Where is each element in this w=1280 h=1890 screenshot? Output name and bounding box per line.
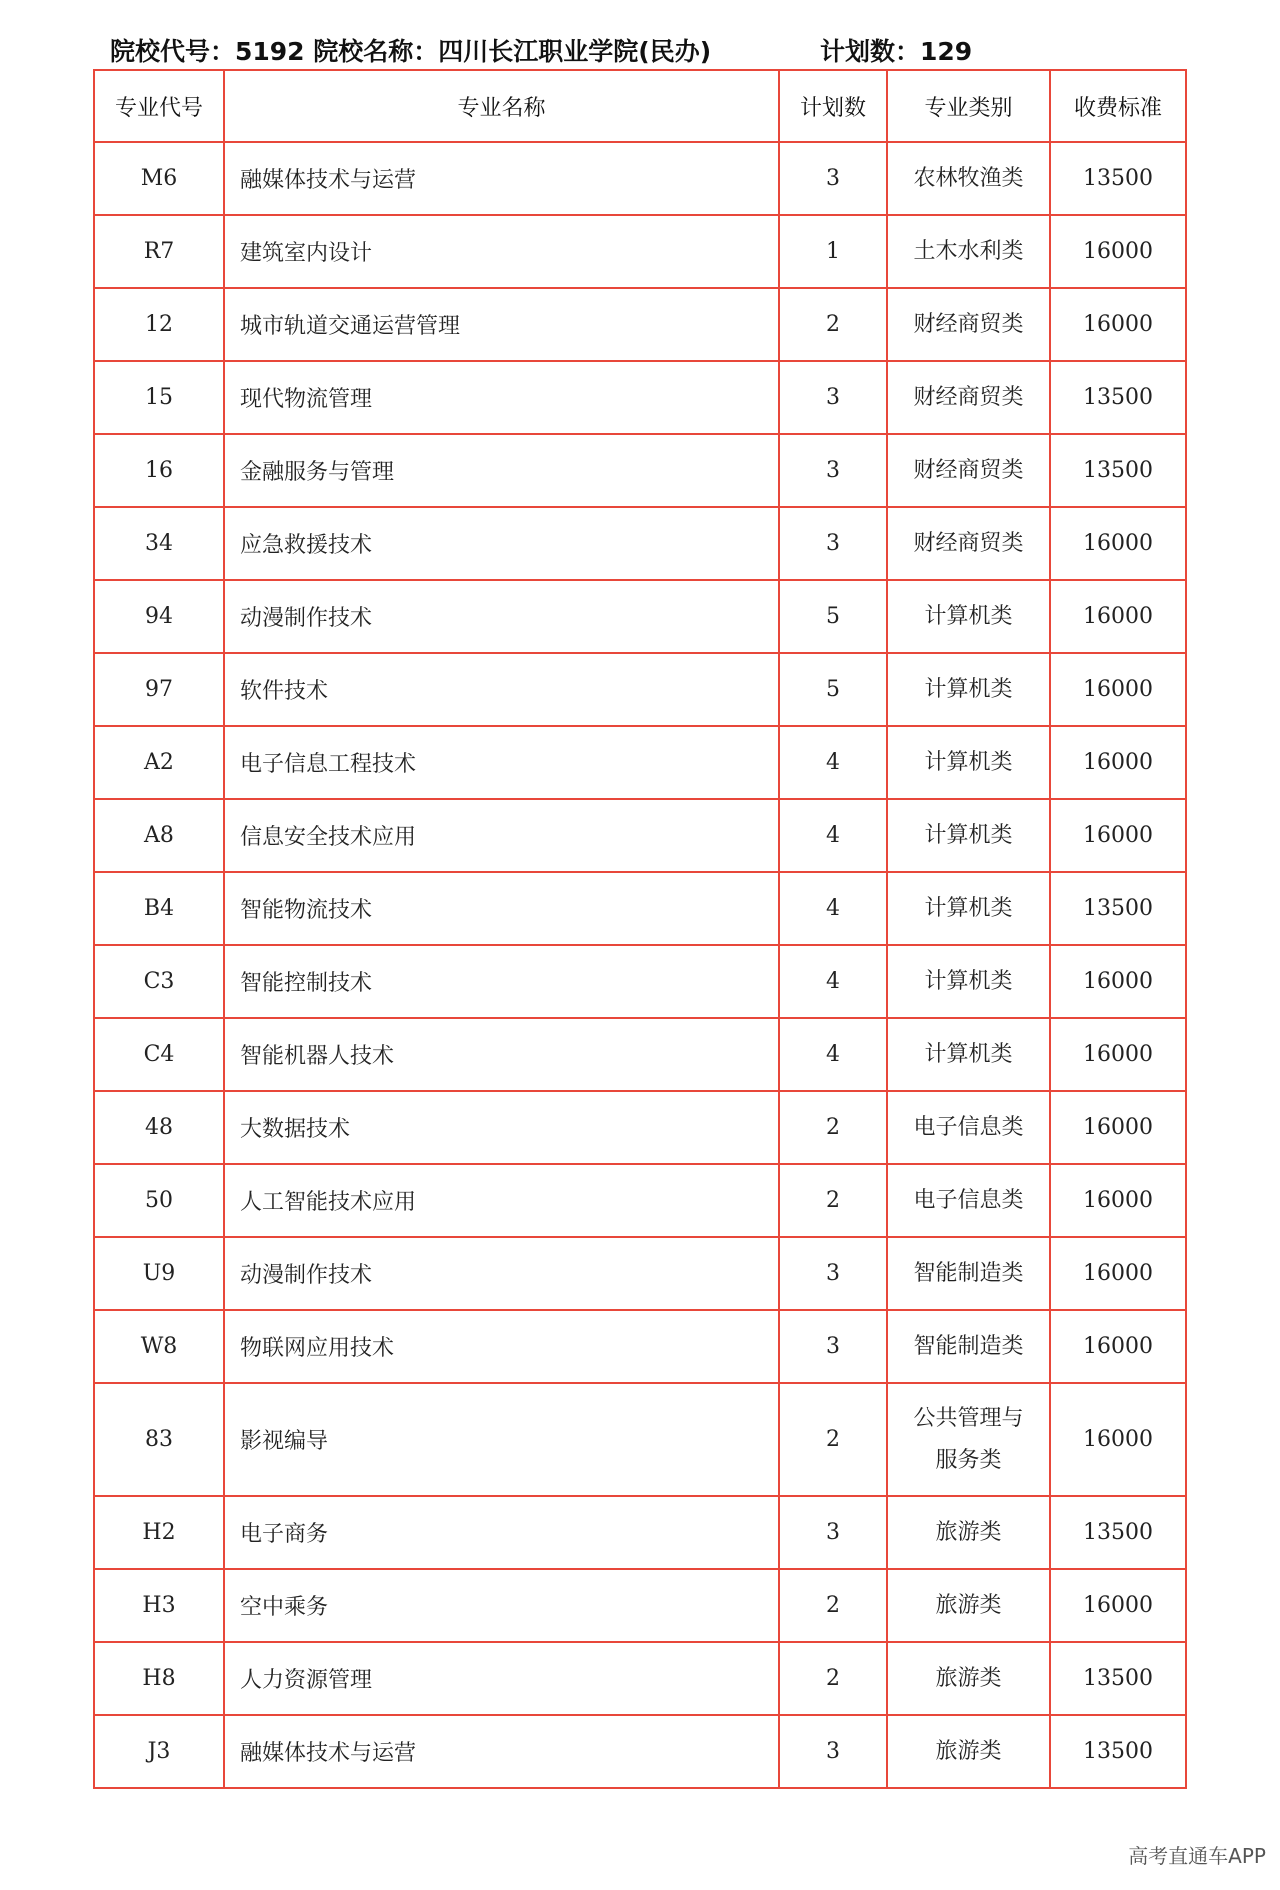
major-name-cell: 物联网应用技术 [224,1310,779,1383]
major-code-cell: R7 [94,215,224,288]
major-name-cell: 影视编导 [224,1383,779,1496]
table-row [94,1091,1186,1164]
major-code-cell: 50 [94,1164,224,1237]
major-category-cell [887,1642,1050,1715]
table-row [94,1018,1186,1091]
major-code-cell: H3 [94,1569,224,1642]
fee-cell: 16000 [1050,1310,1186,1383]
category-text: 旅游类 [935,1519,1002,1545]
table-row [94,799,1186,872]
category-text: 旅游类 [935,1592,1002,1618]
table-row [94,945,1186,1018]
fee-cell: 13500 [1050,434,1186,507]
major-name-cell: 智能物流技术 [224,872,779,945]
table-row [94,1715,1186,1788]
category-text: 计算机类 [924,603,1013,629]
major-code-cell: M6 [94,142,224,215]
column-header-fee: 收费标准 [1050,70,1186,142]
major-code-cell: 97 [94,653,224,726]
major-code-cell: 83 [94,1383,224,1496]
category-text: 计算机类 [924,1041,1013,1067]
table-body [94,142,1186,1788]
major-code-cell: A8 [94,799,224,872]
category-text: 财经商贸类 [913,457,1024,483]
fee-cell: 16000 [1050,215,1186,288]
major-name-cell: 建筑室内设计 [224,215,779,288]
plan-count-cell: 4 [779,1018,887,1091]
major-name-cell: 电子商务 [224,1496,779,1569]
plan-count-cell: 4 [779,799,887,872]
plan-count-cell: 2 [779,1164,887,1237]
major-category-cell [887,653,1050,726]
major-category-cell [887,507,1050,580]
category-text: 土木水利类 [913,238,1024,264]
fee-cell: 13500 [1050,1642,1186,1715]
plan-count-cell: 2 [779,1383,887,1496]
plan-count-cell: 3 [779,1310,887,1383]
fee-cell: 16000 [1050,653,1186,726]
school-info: 院校代号：5192 院校名称：四川长江职业学院(民办) [110,37,712,66]
plan-count-cell: 3 [779,1496,887,1569]
fee-cell: 16000 [1050,1018,1186,1091]
category-text: 计算机类 [924,822,1013,848]
fee-cell: 16000 [1050,1237,1186,1310]
major-category-cell [887,361,1050,434]
major-category-cell [887,288,1050,361]
fee-cell: 13500 [1050,1715,1186,1788]
major-category-cell [887,580,1050,653]
category-text: 旅游类 [935,1738,1002,1764]
category-text: 计算机类 [924,895,1013,921]
fee-cell: 16000 [1050,580,1186,653]
table-row [94,1383,1186,1496]
table-row [94,215,1186,288]
plan-count-cell: 2 [779,1091,887,1164]
major-name-cell: 城市轨道交通运营管理 [224,288,779,361]
major-name-cell: 电子信息工程技术 [224,726,779,799]
major-category-cell [887,1310,1050,1383]
major-category-cell [887,1496,1050,1569]
category-text: 计算机类 [924,968,1013,994]
plan-count-cell: 4 [779,726,887,799]
plan-total: 计划数：129 [820,37,973,66]
fee-cell: 16000 [1050,1091,1186,1164]
plan-count-cell: 3 [779,434,887,507]
fee-cell: 16000 [1050,288,1186,361]
table-row [94,1237,1186,1310]
major-code-cell: C3 [94,945,224,1018]
plan-count-cell: 3 [779,142,887,215]
fee-cell: 16000 [1050,945,1186,1018]
fee-cell: 13500 [1050,361,1186,434]
plan-count-cell: 5 [779,653,887,726]
table-row [94,1642,1186,1715]
major-code-cell: 94 [94,580,224,653]
major-code-cell: 48 [94,1091,224,1164]
major-code-cell: U9 [94,1237,224,1310]
fee-cell: 16000 [1050,1569,1186,1642]
category-text: 电子信息类 [913,1187,1024,1213]
major-name-cell: 智能机器人技术 [224,1018,779,1091]
column-header-plan: 计划数 [779,70,887,142]
major-category-cell [887,142,1050,215]
major-code-cell: 12 [94,288,224,361]
plan-count-cell: 5 [779,580,887,653]
major-name-cell: 人力资源管理 [224,1642,779,1715]
category-text: 智能制造类 [913,1333,1024,1359]
major-code-cell: 15 [94,361,224,434]
column-header-category: 专业类别 [887,70,1050,142]
table-row [94,142,1186,215]
plan-count-cell: 3 [779,1237,887,1310]
category-text: 公共管理与服务类 [913,1405,1024,1473]
major-code-cell: C4 [94,1018,224,1091]
major-category-cell [887,1383,1050,1496]
table-row [94,872,1186,945]
table-row [94,726,1186,799]
major-name-cell: 人工智能技术应用 [224,1164,779,1237]
major-name-cell: 融媒体技术与运营 [224,1715,779,1788]
plan-count-cell: 4 [779,945,887,1018]
fee-cell: 16000 [1050,799,1186,872]
plan-count-cell: 3 [779,361,887,434]
major-category-cell [887,434,1050,507]
major-name-cell: 融媒体技术与运营 [224,142,779,215]
table-row [94,580,1186,653]
major-name-cell: 软件技术 [224,653,779,726]
table-row [94,434,1186,507]
major-category-cell [887,945,1050,1018]
major-category-cell [887,1715,1050,1788]
fee-cell: 13500 [1050,1496,1186,1569]
category-text: 计算机类 [924,676,1013,702]
fee-cell: 16000 [1050,726,1186,799]
page-header [110,30,1190,70]
major-category-cell [887,872,1050,945]
fee-cell: 13500 [1050,872,1186,945]
fee-cell: 13500 [1050,142,1186,215]
table-row [94,1496,1186,1569]
fee-cell: 16000 [1050,1164,1186,1237]
table-row [94,653,1186,726]
major-category-cell [887,799,1050,872]
major-name-cell: 动漫制作技术 [224,1237,779,1310]
major-category-cell [887,726,1050,799]
fee-cell: 16000 [1050,507,1186,580]
major-name-cell: 动漫制作技术 [224,580,779,653]
enrollment-plan-table [93,69,1187,1789]
major-code-cell: H2 [94,1496,224,1569]
table-row [94,361,1186,434]
plan-count-cell: 2 [779,1642,887,1715]
category-text: 智能制造类 [913,1260,1024,1286]
major-code-cell: W8 [94,1310,224,1383]
major-name-cell: 应急救援技术 [224,507,779,580]
plan-count-cell: 3 [779,1715,887,1788]
category-text: 旅游类 [935,1665,1002,1691]
watermark: 高考直通车APP [1128,1844,1266,1868]
major-code-cell: J3 [94,1715,224,1788]
major-category-cell [887,1091,1050,1164]
major-name-cell: 大数据技术 [224,1091,779,1164]
major-name-cell: 金融服务与管理 [224,434,779,507]
major-name-cell: 空中乘务 [224,1569,779,1642]
major-category-cell [887,1237,1050,1310]
category-text: 财经商贸类 [913,530,1024,556]
major-category-cell [887,1164,1050,1237]
table-row [94,1310,1186,1383]
major-code-cell: 34 [94,507,224,580]
category-text: 财经商贸类 [913,311,1024,337]
major-code-cell: B4 [94,872,224,945]
plan-count-cell: 4 [779,872,887,945]
category-text: 农林牧渔类 [913,165,1024,191]
column-header-code: 专业代号 [94,70,224,142]
major-name-cell: 智能控制技术 [224,945,779,1018]
major-category-cell [887,1018,1050,1091]
major-name-cell: 信息安全技术应用 [224,799,779,872]
major-category-cell [887,1569,1050,1642]
plan-count-cell: 2 [779,288,887,361]
column-header-name: 专业名称 [224,70,779,142]
fee-cell: 16000 [1050,1383,1186,1496]
table-row [94,507,1186,580]
plan-count-cell: 2 [779,1569,887,1642]
table-row [94,288,1186,361]
major-category-cell [887,215,1050,288]
major-code-cell: 16 [94,434,224,507]
major-name-cell: 现代物流管理 [224,361,779,434]
table-row [94,1569,1186,1642]
table-row [94,1164,1186,1237]
major-code-cell: A2 [94,726,224,799]
table-header-row [94,70,1186,142]
category-text: 电子信息类 [913,1114,1024,1140]
plan-count-cell: 3 [779,507,887,580]
category-text: 计算机类 [924,749,1013,775]
category-text: 财经商贸类 [913,384,1024,410]
plan-count-cell: 1 [779,215,887,288]
major-code-cell: H8 [94,1642,224,1715]
